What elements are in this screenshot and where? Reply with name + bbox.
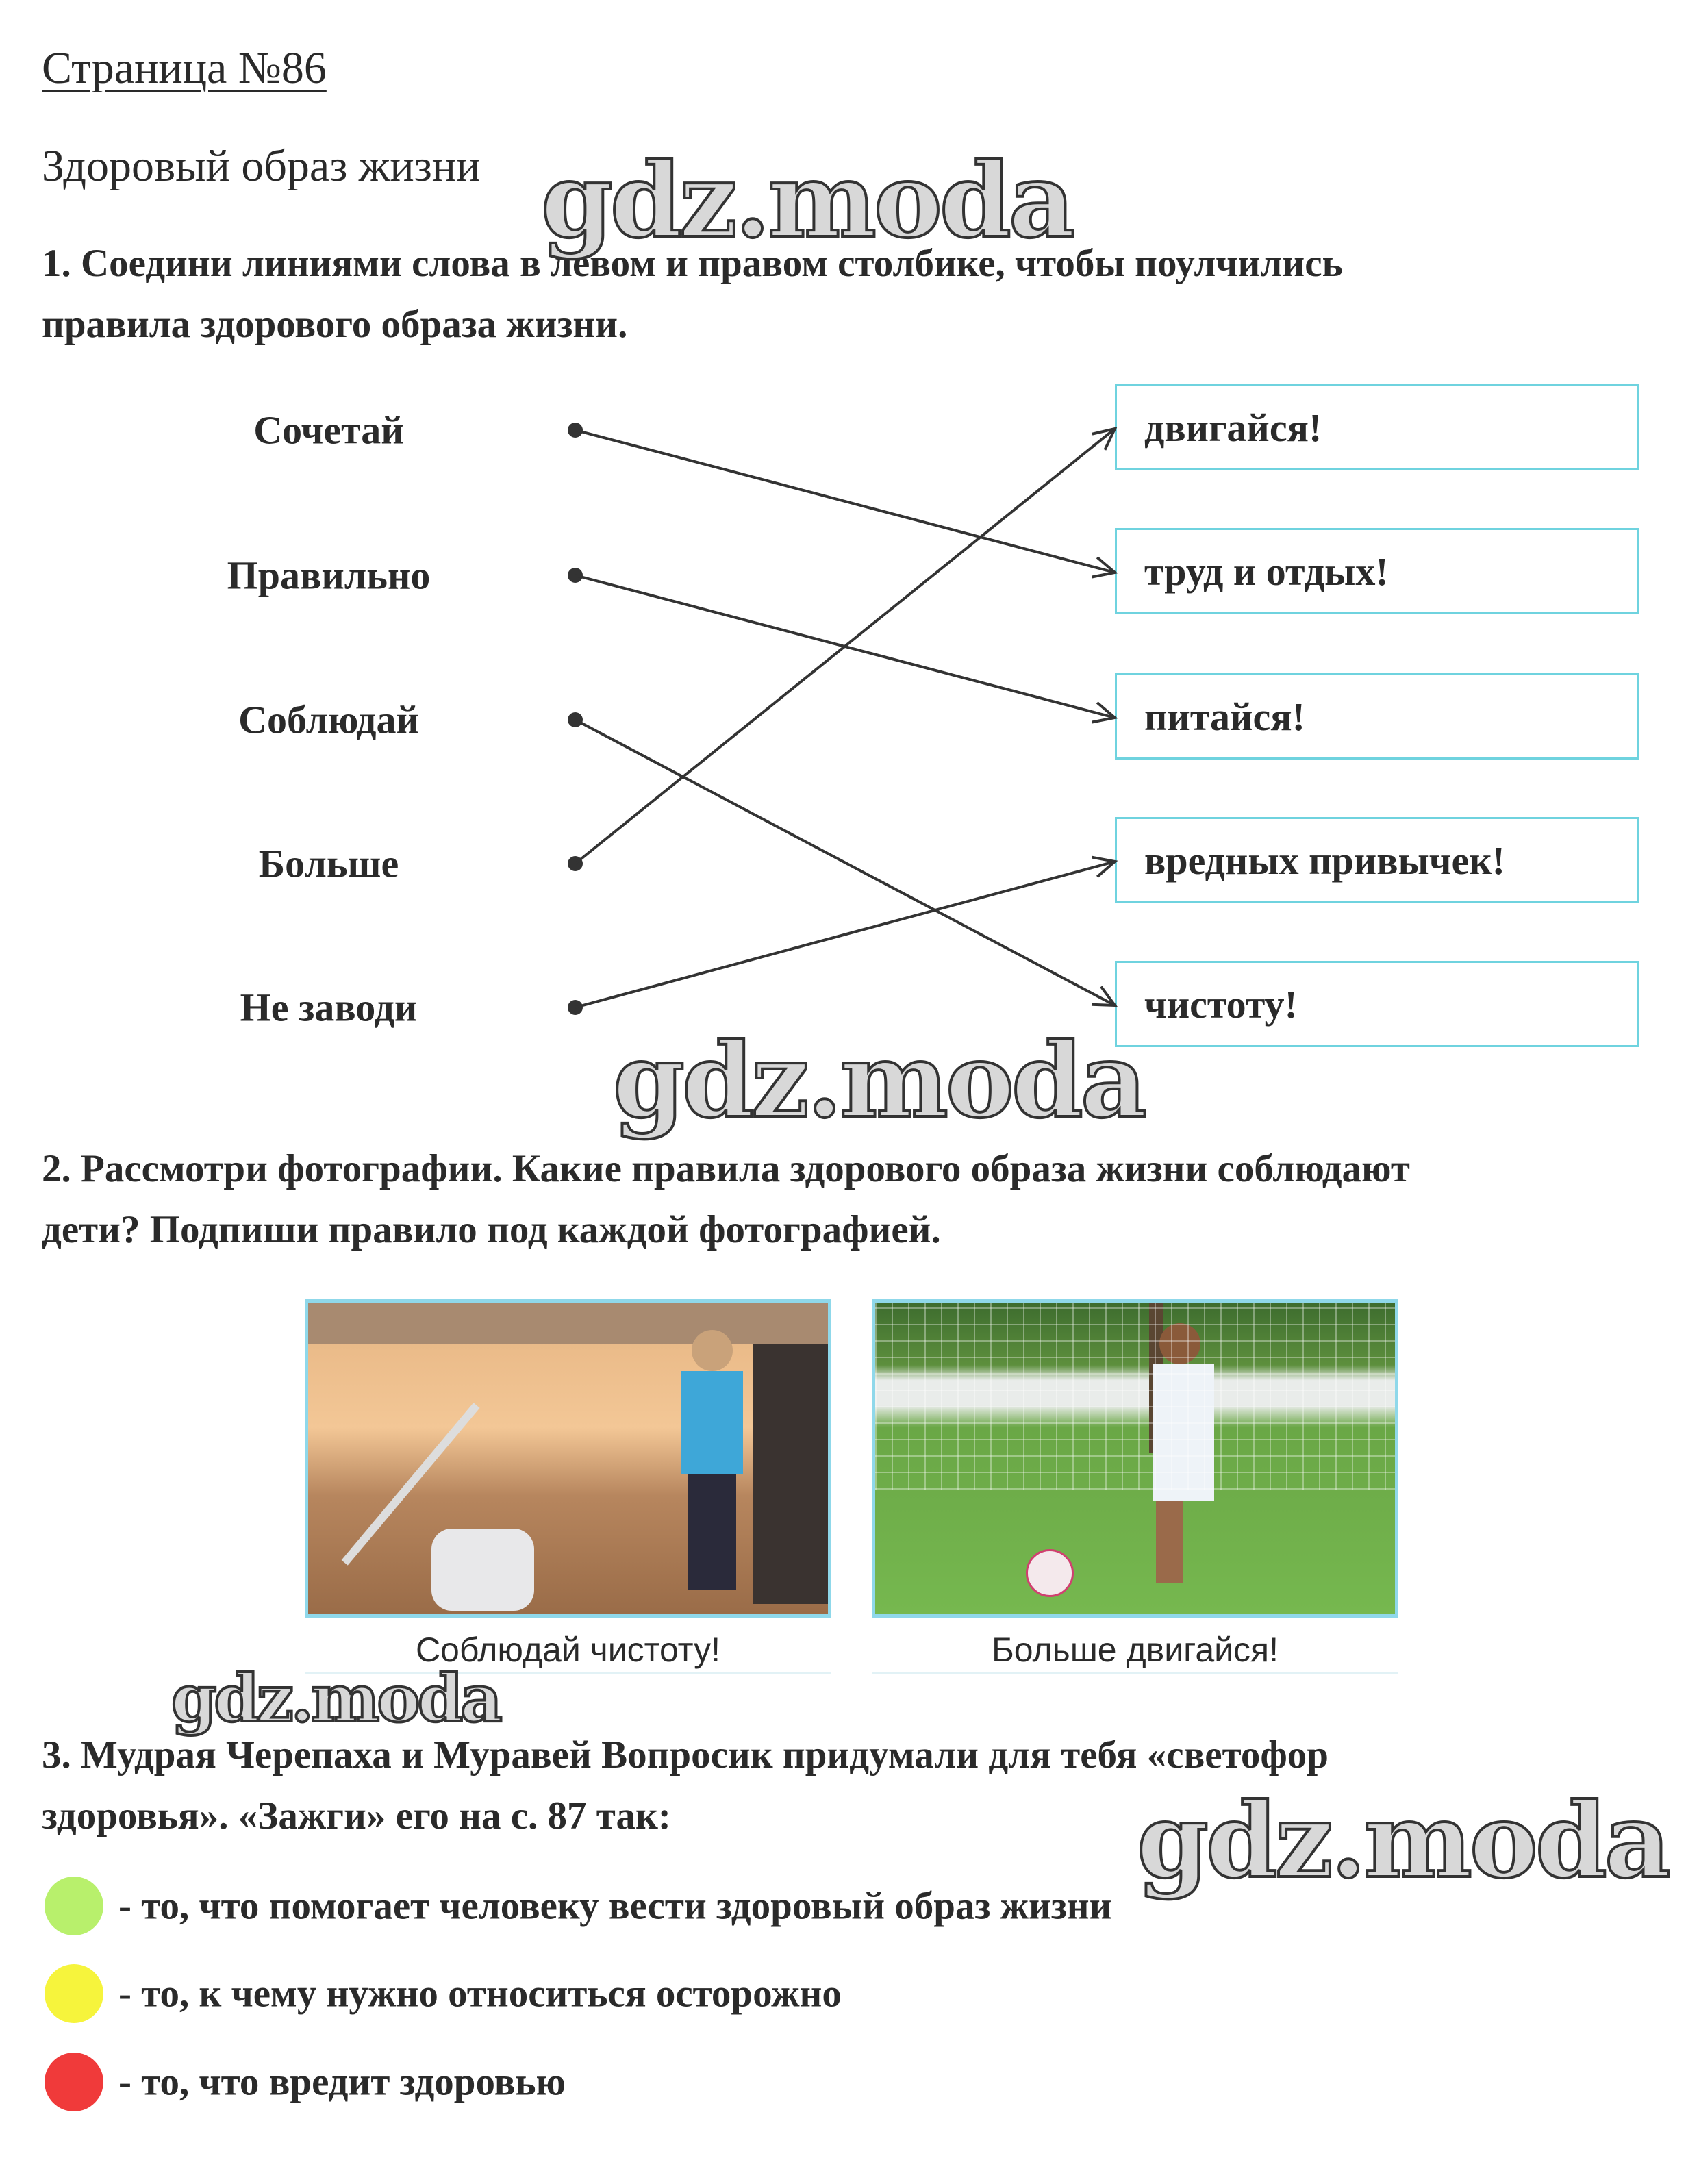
page-title: Страница №86 — [42, 43, 327, 93]
connection-line — [575, 862, 1115, 1007]
watermark: gdz.moda — [171, 1661, 500, 1737]
legend-text-green: - то, что помогает человеку вести здоровый образ жизни — [118, 1884, 1112, 1928]
left-word: Правильно — [227, 553, 431, 598]
topic-title: Здоровый образ жизни — [42, 141, 481, 191]
task3-instruction-line2: здоровья». «Зажги» его на с. 87 так: — [42, 1794, 671, 1837]
right-word: чистоту! — [1144, 981, 1298, 1027]
task1-instruction-line1: 1. Соедини линиями слова в левом и правом столбике, чтобы поулчились — [42, 242, 1343, 285]
connection-line — [575, 429, 1115, 864]
left-word: Не заводи — [240, 985, 418, 1030]
legend-text-yellow: - то, к чему нужно относиться осторожно — [118, 1972, 842, 2016]
connection-line — [575, 720, 1115, 1005]
photo-football-child — [872, 1299, 1398, 1618]
right-word: питайся! — [1144, 694, 1305, 739]
left-word: Больше — [258, 841, 399, 886]
watermark: gdz.moda — [1137, 1781, 1669, 1901]
right-word: вредных привычек! — [1144, 838, 1505, 883]
photo-caption: Соблюдай чистоту! — [415, 1631, 721, 1669]
yellow-circle-icon — [45, 1964, 103, 2023]
task2-instruction-line2: дети? Подпиши правило под каждой фотографией. — [42, 1208, 941, 1251]
red-circle-icon — [45, 2053, 103, 2111]
task3-instruction-line1: 3. Мудрая Черепаха и Муравей Вопросик придумали для тебя «светофор — [42, 1733, 1329, 1777]
left-word: Соблюдай — [238, 697, 419, 742]
right-word: двигайся! — [1144, 405, 1322, 450]
left-word: Сочетай — [253, 407, 404, 453]
watermark: gdz.moda — [541, 140, 1073, 261]
watermark: gdz.moda — [613, 1020, 1145, 1141]
photo-vacuuming-child — [305, 1299, 831, 1618]
task2-instruction-line1: 2. Рассмотри фотографии. Какие правила здорового образа жизни соблюдают — [42, 1147, 1410, 1190]
green-circle-icon — [45, 1877, 103, 1935]
task1-instruction-line2: правила здорового образа жизни. — [42, 303, 628, 346]
legend-text-red: - то, что вредит здоровью — [118, 2060, 566, 2104]
right-word: труд и отдых! — [1144, 549, 1389, 594]
caption-underline — [872, 1672, 1398, 1674]
photo-caption: Больше двигайся! — [991, 1631, 1279, 1669]
connection-line — [575, 430, 1115, 573]
